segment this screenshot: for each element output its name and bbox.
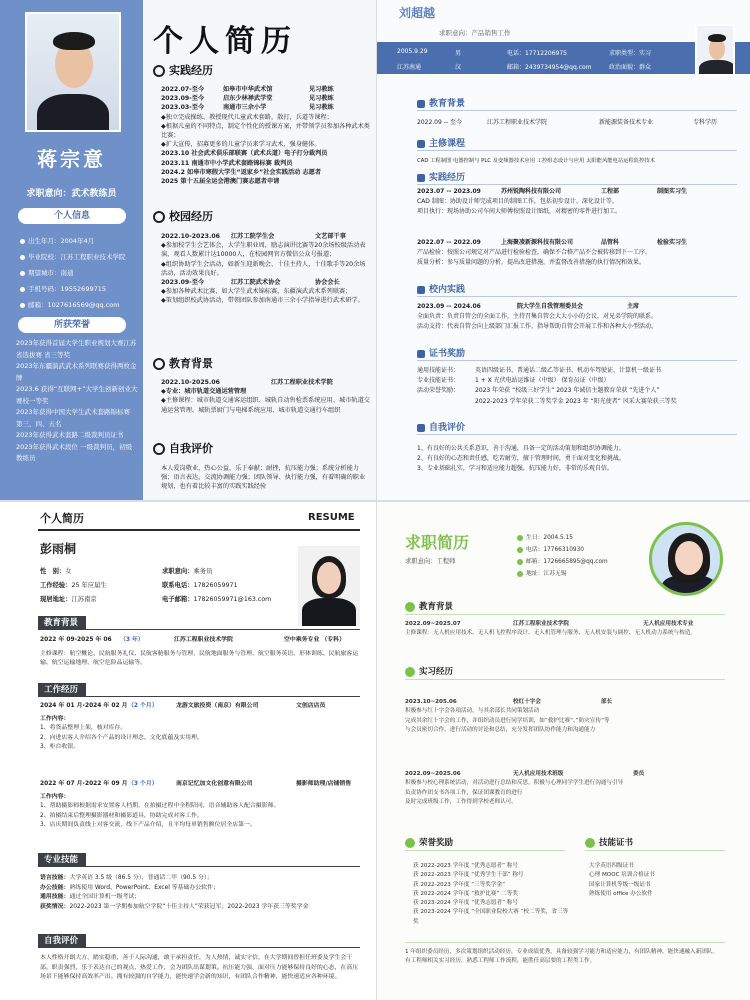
bullet-icon (517, 535, 523, 541)
education-block: 2022.09~2025.07 江苏工程职业技术学院 无人机应用技术专业 主修课程：无人机应用技术、无人机飞控程序设计、无人机管理与服务、无人机安装与调控、无人机动力系统与构造。 (405, 621, 696, 637)
self-text: 本人爱岗敬业，热心公益，乐于奉献；耐挫，抗压能力强；系统分析能力强；语言表达，交流协调能力强；团队领导、执行能力强，有着明确的职业规划，也有着比较丰富的实践实践经验 (161, 465, 366, 491)
user-icon: 自我评价 (38, 934, 86, 948)
section-practice: 实践经历 (153, 62, 213, 78)
divider (417, 434, 737, 435)
section-certs: 技能证书 (585, 836, 633, 848)
header-divider (38, 529, 360, 531)
certificate-icon (585, 838, 595, 848)
profile-photo (25, 12, 121, 132)
info-item: 邮箱：1027616569@qq.com (20, 300, 120, 309)
bullet-icon (517, 559, 523, 565)
section-education: 教育背景 (405, 600, 453, 612)
education-block: 2022.10-2025.06 江苏工程职业技术学院 ◆专业：城市轨道交通运营管理 ◆主修课程：城市轨道交通客运组织、城轨自动售检票系统应用、城市轨道交通运营管理、城轨票厨门与电梯系统应用、城市轨道交通行车组织 (161, 379, 370, 414)
info-cell: 汉 (455, 64, 462, 71)
info-item: 电话：17766310930 (517, 544, 584, 553)
section-self: 自我评价 (417, 420, 465, 433)
honor-item: 2023年东疆演武武术系列联赛获得两枚金牌 (16, 362, 137, 382)
briefcase-icon: 工作经历 (38, 683, 86, 697)
info-item: 毕业院校：江苏工程职业技术学院 (20, 252, 126, 261)
bullet-icon (517, 571, 523, 577)
candidate-name: 蒋宗意 (37, 147, 106, 171)
main-column (143, 0, 376, 500)
section-courses: 主修课程 (417, 136, 465, 149)
cert-block: 通用技能证书： 英语四级证书、普通话二级乙等证书、机动车驾驶证、计算机一级证书 专业技能证书： 1 + X 光伏电站运维证（中级） 保育员证（中级） 活动荣誉奖励： 2023 年荣获 “校级三好学生” 2023 年诚信主题教育荣获 “先进个人” 2022-2023 学年荣获二等奖学金 2023 年 “阳光使者” 风采大赛荣获三等奖 (417, 367, 677, 405)
job-block: 2022.09~2025.06 无人机应用技术班级 委员 积极参与校心理系统活动，对活动进行总结和反思，积极与心理同学学生进行沟通与引导 负责协作团支书各项工作，保证团课教育的进行 及时完成班级工作，工作得到学校老师认可。 (405, 771, 645, 805)
section-skills (38, 853, 360, 867)
divider (417, 184, 737, 185)
divider (405, 942, 725, 943)
star-icon (153, 65, 165, 77)
job-block: 2022 年 07 月-2022 年 09 月 （3 个月） 南京记忆加文化创意有限公司 摄影师助理/店铺销售 工作内容： 1、帮助摄影师根据需求安置客人档期，在拍摄过程中全程陪同，语音辅助客人配合摄影师。 2、拍摄结束后整理摄影器材和摄影道具，协助完成对客工作。 3、店庆期间负责线上对客交流，线下产品介绍，且平均每单销售额位居全店第一。 (40, 781, 352, 829)
user-icon (153, 443, 165, 455)
section-campus: 校内实践 (417, 282, 465, 295)
info-item: 邮箱：1726665895@qq.com (517, 556, 608, 565)
bullet-icon (20, 287, 25, 292)
divider (417, 296, 737, 297)
section-work: 实习经历 (405, 665, 453, 677)
candidate-name: 彭雨桐 (40, 542, 77, 556)
info-item: 求职意向：乘务员 (162, 568, 213, 575)
divider (417, 110, 737, 111)
profile-photo (695, 24, 735, 76)
user-icon (417, 424, 425, 432)
graduation-cap-icon: 教育背景 (38, 616, 86, 630)
education-block: 2022 年 09-2025 年 06 （3 年） 江苏工程职业技术学院 空中乘务专业 （专科） 主修课程：航空概论、民航服务礼仪、民航客舱服务与管理、民航地面服务与管理、航空服务英语、形体训练、民航旅客运输、航空运输地理、航空危险品运输等。 (40, 637, 359, 667)
honor-title: 所获荣誉 (18, 317, 126, 333)
section-education: 教育背景 (417, 96, 465, 109)
section-self: 自我评价 (153, 440, 213, 456)
book-icon (417, 140, 425, 148)
section-work (38, 683, 360, 697)
resume-panel-2 (377, 0, 750, 500)
page-title: 个人简历 (153, 24, 297, 59)
divider (417, 150, 737, 151)
divider (405, 614, 725, 615)
section-awards: 荣誉奖励 (405, 836, 453, 848)
self-text: 本人性格开朗大方，踏实稳重，善于人际沟通，敢于承担责任，为人热情，诚实守信，在大学期间曾担任班委及学生会干部。职责强烈，乐于表达自己的观点，热爱工作，会为团队出谋划策。抗压能力强，面对压力能够保持良好的心态，在高压场景下能够保持高效率产出。拥有较强的自学能力，能快速学会新的知识，有团队合作精神，能快速适应各种环境。 (40, 955, 359, 981)
info-item: 出生年月：2004年4月 (20, 236, 94, 245)
building-icon (153, 211, 165, 223)
info-item: 生日：2004.5.15 (517, 532, 573, 541)
resume-panel-3 (0, 502, 376, 1000)
bullet-icon (20, 255, 25, 260)
profile-photo (298, 546, 360, 626)
graduation-cap-icon (417, 100, 425, 108)
job-block: 2023.07 -- 2023.09 苏州锐陶科技有限公司 工程部 制图实习生 CAD 制图：协助设计师完成项目的制图工作，包括初步设计、深化设计等。 项目执行：现场协助公司车间大师傅按照设计图纸，对精密的零件进行加工。 (417, 188, 688, 216)
divider (405, 850, 565, 851)
wrench-icon: 专业技能 (38, 853, 86, 867)
trophy-icon (405, 838, 415, 848)
job-objective: 求职意向：工程师 (405, 558, 456, 565)
job-objective: 求职意向：产品销售工作 (439, 29, 511, 37)
practice-block: 2022.07-至今 如皋市中华武术馆 见习教练 2023.09-至今 启东少林禅武学堂 见习教练 2023.03-至今 南通市三余小学 见习教练 ◆独立完成操练、教授现代儿童武术套路，散打，兵道等课程； ◆根据儿童的不同特点，制定个性化的授课方案，并带领学员参加各种武术类比赛； ◆扩大宣传，招募更多的儿童学员来学习武术，强身健体。 2023.10 社会武术俱乐部联赛（武术兵道）电子打分裁判员 2023.11 南通市中小学武术套路锦标赛 裁判员 2024.2 如皋市寒假大学生“返家乡”社会实践活动 志愿者 2025 第十五届全运会港澳门赛志愿者申请 (161, 86, 370, 186)
info-cell: 男 (455, 50, 462, 57)
honor-item: 2023年获得首届大学生职业规划大赛江苏省选拔赛 省三等奖 (16, 339, 137, 359)
bullet-icon (517, 547, 523, 553)
self-text: 1 年组织委员经历，多次策划组织活动经历，专业成绩优秀，具备较强学习能力和适应能力，有团队精神，能快速融入新团队。 有工程师相关实习经历，熟悉工程师工作流程，能胜任高层要的工程类工作。 (405, 949, 718, 965)
resume-panel-4 (377, 502, 750, 1000)
job-objective: 求职意向：武术教练员 (26, 189, 117, 199)
cert-list: 大学英语四级证书 心理 MOOC 培训合格证书 国家计算机等级一级证书 熟练使用 office 办公软件 (589, 863, 655, 897)
info-cell: 邮箱：2439734954@qq.com (507, 64, 592, 71)
resume-label: RESUME (308, 512, 355, 523)
section-education (38, 616, 360, 630)
info-item: 手机号码：19552699715 (20, 284, 106, 293)
honor-item: 2023年获得武术套路二级裁判员证书 (16, 431, 124, 439)
skill-block: 语言技能：大学英语 3.5 级（86.5 分），普通话二甲（90.5 分）； 办公技能：熟练使用 Word、PowerPoint、Excel 等基础办公软件； 通用技能：通过全国计算机一级考试； 获奖情况：2022-2023 第一学期参加航空学院“十佳主持人”荣获冠军；2022-2023 学年获三等奖学金 (40, 875, 309, 910)
honor-item: 2023.6 获得“互联网+”大学生创新创业大赛校一等奖 (16, 385, 138, 405)
info-cell: 江苏南通 (397, 64, 422, 71)
graduation-cap-icon (405, 602, 415, 612)
info-cell: 电话：17712206975 (507, 50, 567, 57)
school-icon (417, 286, 425, 294)
section-certs: 证书奖励 (417, 346, 465, 359)
bullet-icon (20, 239, 25, 244)
self-list: 1、有良好的公共关系意识，善于沟通，具备一定的活动策划和组织协调能力。 2、有良好的心态和责任感，吃苦耐劳，擅于管理时间，勇于面对变化和挑战。 3、专业基础扎实，学习和适应能力超强，抗压能力好，非常的乐观自信。 (417, 445, 625, 473)
info-cell: 政治面貌：群众 (609, 64, 652, 71)
info-title: 个人信息 (18, 208, 126, 224)
info-item: 地址：江苏无锡 (517, 568, 567, 577)
info-item: 现居地址：江苏南京 (40, 596, 97, 603)
divider (405, 679, 725, 680)
profile-photo (649, 522, 723, 596)
divider (417, 360, 737, 361)
section-work: 实践经历 (417, 170, 465, 183)
bullet-icon (20, 303, 25, 308)
sidebar (0, 0, 143, 500)
certificate-icon (417, 350, 425, 358)
honor-item: 2023年获得中国大学生武术套路锦标赛 第三、四、五名 (16, 408, 131, 428)
section-self (38, 934, 360, 948)
page-title: 个人简历 (40, 512, 84, 525)
info-cell: 求职类型：实习 (609, 50, 652, 57)
job-block: 2022.07 -- 2022.09 上海聚凌新源科技有限公司 品管科 检验实习生 产品检验：按照公司规定对产品进行检验检查，确保不合格产品不会被转移到下一工序。 质量分析：参与质量问题的分析，提出改进措施，并监督改善措施的执行情况和效果。 (417, 239, 688, 267)
info-item: 性 别：女 (40, 568, 72, 575)
divider (585, 850, 725, 851)
campus-block: 2022.10-2023.06 江苏工院学生会 文艺部干事 ◆参加校学生会艺体会，大学生职业周，励志演讲比赛等20余场校级活动表演，观看人数累计达10000人，在校园网官方微信公众号报道； ◆组织协助学生会活动，如新生迎新晚会、十佳主持人、十佳歌手等20余场活动，活动效果良好。 2023.09-至今 江苏工院武术协会 协会会长 ◆参加各种武术比赛，如大学生武术锦标赛、东疆演武武术系列联赛； ◆策划组织校武协活动，带领团队参加南通市三余小学指导进行武术研学。 (161, 233, 366, 305)
info-item: 期望城市：南通 (20, 268, 74, 277)
honor-list (16, 338, 138, 465)
award-list: 获 2022-2023 学年度 “优秀志愿者” 称号 获 2022-2023 学年度 “优秀学生干部” 称号 获 2022-2023 学年度 “三等奖学金” 获 2022-2024 学年度 “救护比赛” 二等奖 获 2023-2024 学年度 “优秀志愿者” 称号 获 2023-2024 学年度 “全国职业院校大赛 “校二等奖，省三等奖 (413, 863, 569, 925)
bullet-icon (20, 271, 25, 276)
job-block: 2024 年 01 月-2024 年 02 月 （2 个月） 龙游文旅投资（南京）有限公司 文创店店员 工作内容： 1、将货品整理上架，核对库存。 2、向进店客人介绍各个产品的设计理念、文化底蕴及实用理。 3、柜台收银。 (40, 703, 326, 751)
campus-block: 2023.09 -- 2024.06 院大学生自我管理委员会 主席 全面负责：负责自管会的全面工作，主持召集自管会大大小小的会议，对兄弟学院的联系。 活动支持：代表自管会向上级部门汇报工作，指导帮助自管会开展工作和各种大小型活动。 (417, 303, 658, 331)
briefcase-icon (405, 667, 415, 677)
honor-item: 2023年获得武术段位 一级裁判员，初级教练员 (16, 442, 133, 462)
course-list: CAD 工程制图 电器控制与 PLC 及变频器技术应用 工控组态设计与应用 太阳能风能电站运程监控技术 (417, 158, 655, 164)
candidate-name: 刘超越 (399, 6, 436, 20)
section-education: 教育背景 (153, 355, 213, 371)
info-cell: 2005.9.29 (397, 48, 428, 55)
job-block: 2023.10~205.06 校红十字会 部长 积极参与红十字会各项活动，与其余部长共同策划活动 完成其余红十字会的工作，并组织动员进行同学培训，如”救护比赛“、”防灾宣传“等 与会员密切合作，进行活动的讨论和总结，充分发挥团队协作能力和沟通能力 (405, 699, 613, 733)
education-row: 2022.09 -- 至今 江苏工程职业技术学院 新能源装备技术专业 专科学历 (417, 119, 718, 126)
info-item: 联系电话：17826059971 (162, 582, 238, 589)
briefcase-icon (417, 174, 425, 182)
info-item: 电子邮箱：17826059971@163.com (162, 596, 272, 603)
section-campus: 校园经历 (153, 208, 213, 224)
resume-panel-1 (0, 0, 376, 500)
graduation-cap-icon (153, 358, 165, 370)
page-title: 求职简历 (405, 533, 470, 552)
info-item: 工作经验：25 年应届生 (40, 582, 107, 589)
